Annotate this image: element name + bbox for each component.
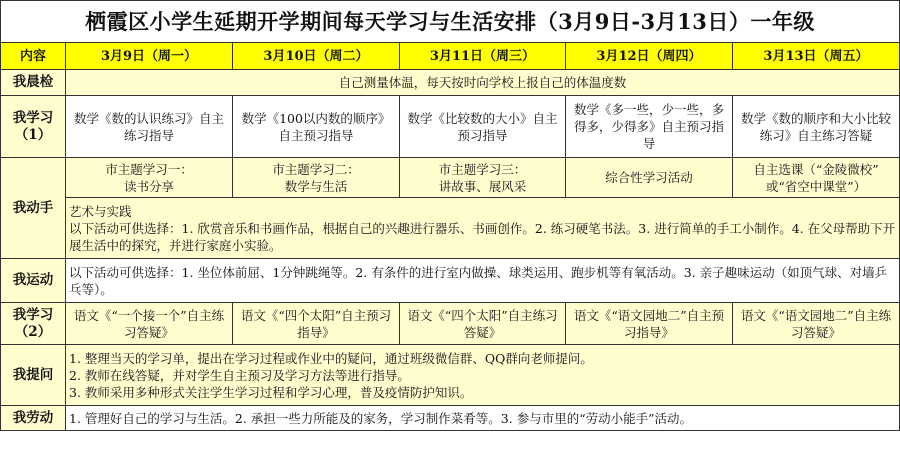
- hands-on-line: 读书分享: [123, 178, 174, 194]
- header-row: [1, 43, 900, 70]
- row-label-exercise: 我运动: [1, 259, 66, 303]
- row-label-labor: 我劳动: [1, 406, 66, 431]
- hands-on-line: 讲故事、展风采: [438, 178, 527, 194]
- row-label-study1: [1, 96, 66, 158]
- row-label-study2-line2: （2）: [14, 323, 52, 340]
- header-day: 3月9日（周一）: [66, 43, 233, 70]
- row-label-study2: [1, 303, 66, 345]
- hands-on-row: [1, 158, 900, 198]
- morning-check-row: [1, 70, 900, 96]
- study2-cell-mon: 语文《“一个接一个”自主练习答疑》: [66, 303, 233, 345]
- row-label-study1-line2: （1）: [14, 126, 52, 143]
- row-label-questions: 我提问: [1, 345, 66, 406]
- study1-cell-fri: 数学《数的顺序和大小比较练习》自主练习答疑: [733, 96, 900, 158]
- study1-row: [1, 96, 900, 158]
- header-day: 3月13日（周五）: [733, 43, 900, 70]
- hands-on-cell-wed: [400, 158, 566, 198]
- exercise-row: [1, 259, 900, 303]
- hands-on-cell-tue: [233, 158, 400, 198]
- study2-cell-tue: 语文《“四个太阳”自主预习指导》: [233, 303, 400, 345]
- hands-on-line: 市主题学习三：: [438, 161, 527, 177]
- row-label-morning-check: 我晨检: [1, 70, 66, 96]
- study1-cell-thu: 数学《多一些，少一些，多得多，少得多》自主预习指导: [566, 96, 733, 158]
- header-day: 3月12日（周四）: [566, 43, 733, 70]
- hands-on-cell-thu: [566, 158, 733, 198]
- hands-on-cell-mon: [66, 158, 233, 198]
- morning-check-text: 自己测量体温，每天按时向学校上报自己的体温度数: [66, 70, 900, 96]
- questions-line: 1. 整理当天的学习单，提出在学习过程或作业中的疑问，通过班级微信群、QQ群向老师提问。: [69, 350, 593, 366]
- hands-on-line: 数学与生活: [284, 178, 348, 194]
- study2-row: [1, 303, 900, 345]
- hands-on-cell-fri: [733, 158, 900, 198]
- header-day: 3月11日（周三）: [400, 43, 566, 70]
- hands-on-line: 综合性学习活动: [605, 170, 693, 185]
- exercise-text: 以下活动可供选择：1. 坐位体前屈、1分钟跳绳等。2. 有条件的进行室内做操、球类运用、跑步机等有氧活动。3. 亲子趣味运动（如顶气球、对墙乒乓等）。: [66, 259, 900, 303]
- hands-on-line: 或“省空中课堂”）: [765, 178, 867, 194]
- questions-line: 2. 教师在线答疑，并对学生自主预习及学习方法等进行指导。: [69, 367, 410, 383]
- row-label-hands-on: 我动手: [1, 158, 66, 259]
- art-row: [1, 198, 900, 259]
- row-label-study2-line1: 我学习: [12, 306, 54, 323]
- labor-row: [1, 406, 900, 431]
- questions-line: 3. 教师采用多种形式关注学生学习过程和学习心理，普及疫情防护知识。: [69, 384, 473, 400]
- header-content: 内容: [1, 43, 66, 70]
- study1-cell-wed: 数学《比较数的大小》自主预习指导: [400, 96, 566, 158]
- art-practice-cell: [66, 198, 900, 259]
- labor-text: 1. 管理好自己的学习与生活。2. 承担一些力所能及的家务，学习制作菜肴等。3. 参与市里的“劳动小能手”活动。: [66, 406, 900, 431]
- study2-cell-fri: 语文《“语文园地二”自主练习答疑》: [733, 303, 900, 345]
- row-label-study1-line1: 我学习: [12, 109, 54, 126]
- study1-cell-tue: 数学《100以内数的顺序》自主预习指导: [233, 96, 400, 158]
- study1-cell-mon: 数学《数的认识练习》自主练习指导: [66, 96, 233, 158]
- hands-on-line: 自主选课（“金陵微校”: [753, 161, 879, 177]
- hands-on-line: 市主题学习一：: [105, 161, 193, 177]
- study2-cell-thu: 语文《“语文园地二”自主预习指导》: [566, 303, 733, 345]
- art-practice-text: 以下活动可供选择：1. 欣赏音乐和书画作品，根据自己的兴趣进行器乐、书画创作。2. 练习硬笔书法。3. 进行简单的手工小制作。4. 在父母帮助下开展生活中的探究，并进行家庭小实验。: [69, 220, 896, 253]
- questions-cell: [66, 345, 900, 406]
- study2-cell-wed: 语文《“四个太阳”自主练习答疑》: [400, 303, 566, 345]
- art-practice-title: 艺术与实践: [69, 203, 132, 219]
- questions-row: [1, 345, 900, 406]
- page-title: 栖霞区小学生延期开学期间每天学习与生活安排（3月9日-3月13日）一年级: [1, 1, 900, 43]
- hands-on-line: 市主题学习二：: [272, 161, 360, 177]
- header-day: 3月10日（周二）: [233, 43, 400, 70]
